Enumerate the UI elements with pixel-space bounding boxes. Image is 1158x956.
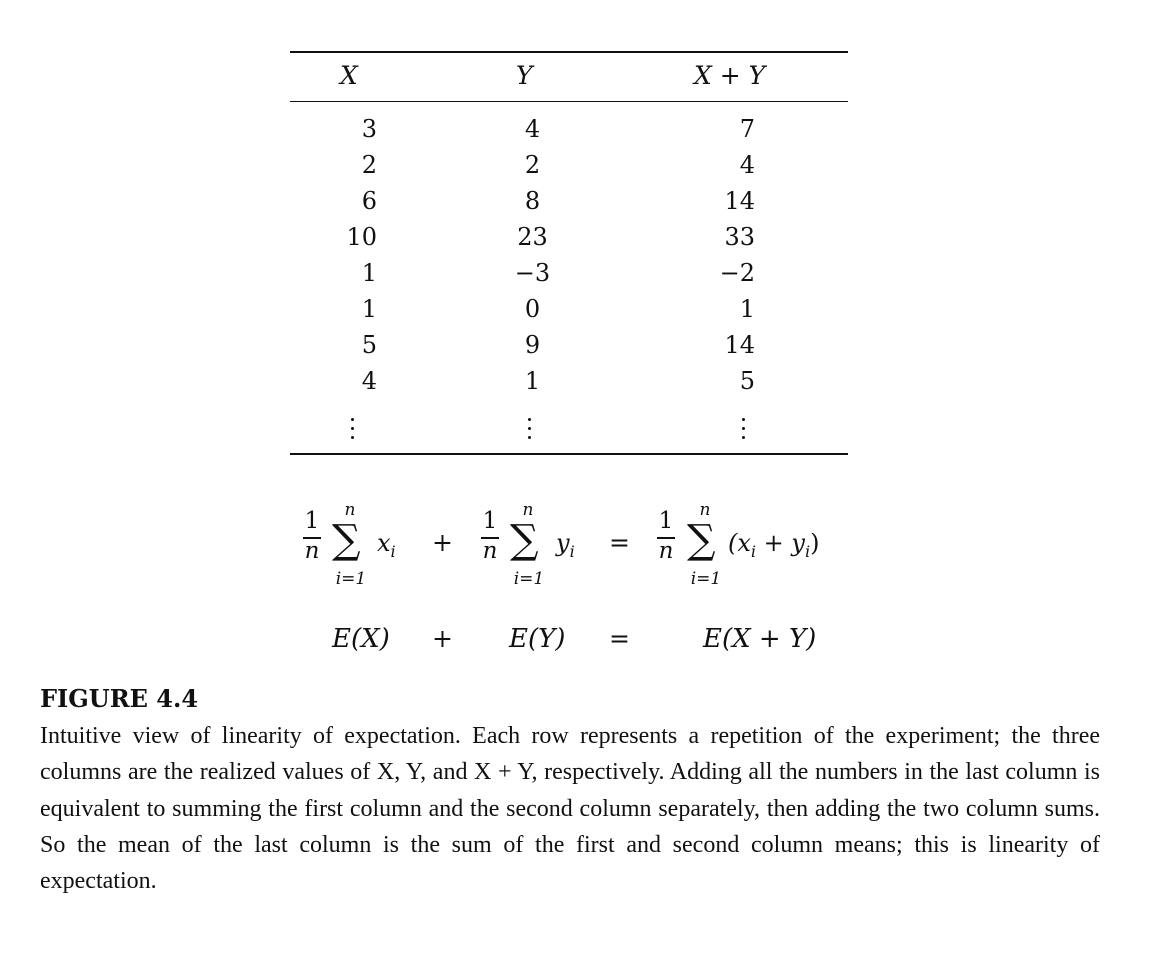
cell-x-plus-y: 1	[739, 295, 755, 323]
cell-y: 2	[524, 151, 541, 179]
cell-x: 1	[361, 259, 377, 287]
term-subscript: i	[804, 541, 811, 561]
cell-x-plus-y: 4	[739, 151, 755, 179]
sigma-icon: ∑	[332, 517, 361, 563]
term-subscript: i	[390, 541, 396, 561]
cell-x-plus-y: 14	[724, 331, 755, 359]
term-subscript: i	[750, 541, 757, 561]
table-row	[290, 291, 848, 327]
fraction-denominator: n	[482, 538, 498, 564]
table-bottom-rule	[290, 453, 848, 455]
fraction-numerator: 1	[304, 508, 320, 534]
term-x-plus-y-i	[728, 528, 819, 567]
table-header-rule	[290, 101, 848, 102]
term-var: x	[377, 529, 391, 557]
sum-upper-limit: n	[522, 500, 534, 520]
cell-x-plus-y: 5	[739, 367, 755, 395]
cell-y: 0	[524, 295, 541, 323]
table-row	[290, 327, 848, 363]
expectation-y: E(Y)	[509, 624, 566, 654]
cell-y: 8	[524, 187, 541, 215]
cell-x-plus-y: 33	[724, 223, 755, 251]
figure-label: FIGURE 4.4	[40, 684, 199, 713]
cell-y: 23	[517, 223, 548, 251]
equals-sign: =	[609, 624, 630, 653]
cell-x: 2	[361, 151, 377, 179]
term-var: y	[556, 529, 570, 557]
term-y-i	[556, 528, 575, 567]
cell-y: −3	[514, 259, 551, 287]
vertical-ellipsis-icon	[527, 416, 533, 444]
table-row	[290, 363, 848, 399]
term-part: )	[810, 529, 820, 557]
equals-sign: =	[609, 528, 630, 557]
vertical-ellipsis-icon	[350, 416, 356, 444]
cell-x-plus-y: 7	[739, 115, 755, 143]
cell-y: 4	[524, 115, 541, 143]
fraction-numerator: 1	[658, 508, 674, 534]
cell-x-plus-y: −2	[719, 259, 755, 287]
cell-y: 1	[524, 367, 541, 395]
table-row	[290, 147, 848, 183]
sum-lower-limit: i=1	[513, 569, 545, 589]
cell-x-plus-y: 14	[724, 187, 755, 215]
table-row	[290, 183, 848, 219]
table-top-rule	[290, 51, 848, 53]
cell-x: 3	[361, 115, 377, 143]
cell-x: 6	[361, 187, 377, 215]
sum-upper-limit: n	[699, 500, 711, 520]
figure-caption: Intuitive view of linearity of expectation. Each row represents a repetition of the experiment; the three columns are the realized values of X, Y, and X + Y, respectively. Adding all the numbers in the last column is equivalent to summing the first column and the second column separately, then adding the two column sums. So the mean of the last column is the sum of the first and second column means; this is linearity of expectation.	[40, 723, 1100, 895]
cell-x: 4	[361, 367, 377, 395]
table-row	[290, 111, 848, 147]
vertical-ellipsis-icon	[741, 416, 747, 444]
fraction-denominator: n	[304, 538, 320, 564]
fraction-numerator: 1	[482, 508, 498, 534]
cell-x: 10	[346, 223, 377, 251]
term-part: (x	[728, 529, 751, 557]
sum-upper-limit: n	[344, 500, 356, 520]
header-x-plus-y: X + Y	[694, 61, 766, 90]
header-y: Y	[516, 61, 533, 90]
cell-x: 5	[361, 331, 377, 359]
header-x: X	[340, 61, 358, 90]
term-x-i	[377, 528, 396, 567]
expectation-x-plus-y: E(X + Y)	[703, 624, 817, 654]
plus-sign: +	[432, 528, 453, 557]
sigma-icon: ∑	[687, 517, 716, 563]
sum-lower-limit: i=1	[335, 569, 367, 589]
cell-x: 1	[361, 295, 377, 323]
table-row	[290, 219, 848, 255]
term-subscript: i	[569, 541, 575, 561]
term-part: + y	[756, 529, 805, 557]
fraction-denominator: n	[658, 538, 674, 564]
plus-sign: +	[432, 624, 453, 653]
sigma-icon: ∑	[510, 517, 539, 563]
cell-y: 9	[524, 331, 541, 359]
sum-lower-limit: i=1	[690, 569, 722, 589]
expectation-x: E(X)	[332, 624, 390, 654]
table-row	[290, 255, 848, 291]
